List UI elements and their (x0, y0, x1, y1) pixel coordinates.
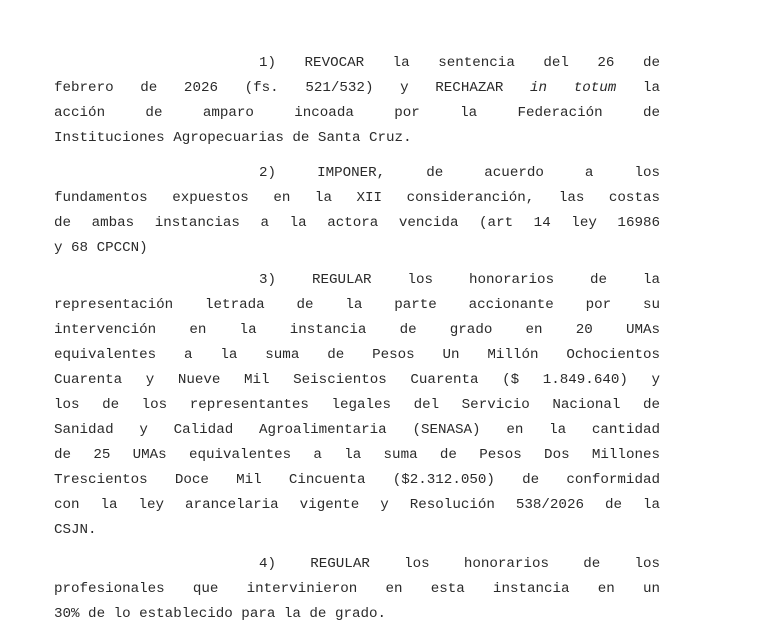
text-line: los de los representantes legales del Servicio Nacional de (54, 397, 660, 413)
text-line: con la ley arancelaria vigente y Resolución 538/2026 de la (54, 497, 660, 513)
italic-phrase: in totum (530, 80, 617, 96)
text-segment: febrero de 2026 (fs. 521/532) y RECHAZAR (54, 80, 531, 96)
text-line: CSJN. (54, 522, 97, 538)
text-line: Trescientos Doce Mil Cincuenta ($2.312.050) de conformidad (54, 472, 660, 488)
text-line: Instituciones Agropecuarias de Santa Cruz. (54, 130, 412, 146)
text-line: 2) IMPONER, de acuerdo a los (259, 165, 660, 181)
text-line: equivalentes a la suma de Pesos Un Millón Ochocientos (54, 347, 660, 363)
text-line: intervención en la instancia de grado en 20 UMAs (54, 322, 660, 338)
text-line: y 68 CPCCN) (54, 240, 148, 256)
text-line: fundamentos expuestos en la XII consideranción, las costas (54, 190, 660, 206)
text-line (54, 76, 660, 101)
text-line: 30% de lo establecido para la de grado. (54, 606, 387, 622)
text-segment: la (616, 80, 660, 96)
text-line: 3) REGULAR los honorarios de la (259, 272, 660, 288)
text-line: de 25 UMAs equivalentes a la suma de Pesos Dos Millones (54, 447, 660, 463)
text-line: profesionales que intervinieron en esta instancia en un (54, 581, 660, 597)
text-line: de ambas instancias a la actora vencida (art 14 ley 16986 (54, 215, 660, 231)
text-line: acción de amparo incoada por la Federación de (54, 105, 660, 121)
text-line: Sanidad y Calidad Agroalimentaria (SENASA) en la cantidad (54, 422, 660, 438)
text-line: representación letrada de la parte accionante por su (54, 297, 660, 313)
text-line: Cuarenta y Nueve Mil Seiscientos Cuarenta ($ 1.849.640) y (54, 372, 660, 388)
text-line: 1) REVOCAR la sentencia del 26 de (259, 55, 660, 71)
text-line: 4) REGULAR los honorarios de los (259, 556, 660, 572)
